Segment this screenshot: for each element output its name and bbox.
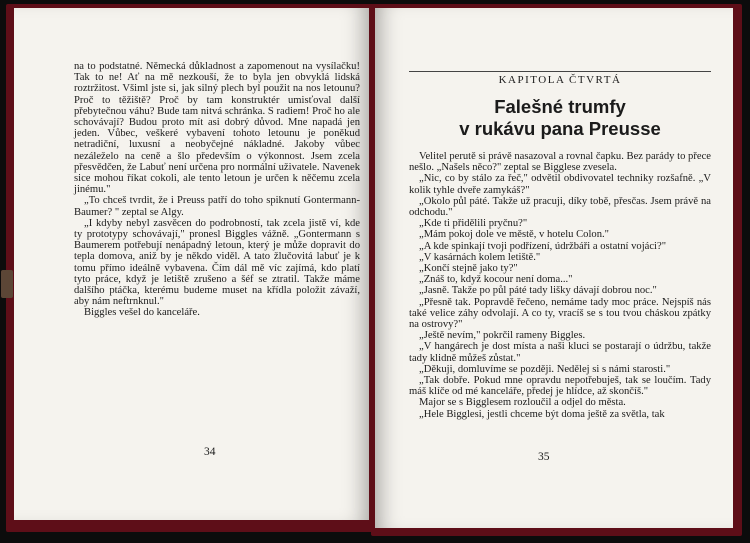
left-paragraph: na to podstatné. Německá důkladnost a zapomenout na vysílačku! Tak to ne! Ať na mě nezkouší, že to byla jen obvyklá lidská roztržitost. Všiml jste si, jak silný plech byl použit na nos letounu? Proč to těžiště? Proč by tam konstruktér umisťoval další přebytečnou váhu? Bude tam nitvá schránka. S radiem! Proč ho ale schovávají? Budou proto mít asi dobrý důvod. Mne napadá jen jeden. Vůbec, veškeré vybavení tohoto letounu je poněkud netradiční, luxusní a neobyčejné nákladné. Jakoby vůbec nezáleželo na ceně a šlo především o výkonnost. Jsem zcela přesvědčen, že Labuť není určena pro normální uživatele. Navenek sice mohou říkat cokoli, ale tento letoun je určen k něčemu zcela jinému." (74, 61, 360, 196)
right-page-text (409, 151, 711, 420)
right-paragraph: Major se s Bigglesem rozloučil a odjel do města. (419, 397, 626, 409)
page-number-left: 34 (204, 446, 216, 458)
left-page (14, 8, 369, 520)
right-paragraph: „Jasně. Takže po půl páté tady lišky dávají dobrou noc." (419, 285, 657, 297)
right-paragraph: „Mám pokoj dole ve městě, v hotelu Colon." (419, 229, 609, 241)
right-paragraph: „Kde ti přidělili pryčnu?" (419, 218, 528, 230)
right-paragraph: „V kasárnách kolem letiště." (419, 251, 541, 263)
chapter-title-line-2: v rukávu pana Preusse (459, 118, 661, 139)
chapter-title-line-1: Falešné trumfy (494, 96, 626, 117)
left-paragraph: „To chceš tvrdit, že i Preuss patří do toho spiknutí Gontermann- Baumer? " zeptal se Algy. (74, 195, 360, 218)
right-paragraph: „Přesně tak. Popravdě řečeno, nemáme tady moc práce. Nejspíš nás také velice záhy odvolají. A co ty, vracíš se s tou tvou cháskou zpátky na ostrovy?" (409, 296, 711, 331)
left-page-text (74, 61, 360, 319)
chapter-rule (409, 71, 711, 72)
right-paragraph: „Děkuji, domluvíme se později. Nedělej si s námi starosti." (419, 363, 671, 375)
right-paragraph: Velitel perutě si právě nasazoval a rovnal čapku. Bez parády to přece nešlo. „Našels něco?" zeptal se Bigglese zvesela. (409, 151, 711, 174)
left-paragraph: „I kdyby nebyl zasvěcen do podrobností, tak zcela jistě ví, kde ty prototypy schovávají," pronesl Biggles vážně. „Gontermann s Baumerem potřebují nenápadný letoun, který je může dopravit do tepla domova, aniž by je někdo viděl. A tato žlučovitá labuť je k tomu přímo ideálně vybavena. Čím dál mě víc zajímá, kdo platí tyto práce, když je letiště zrušeno a šéf se ztratil. Takže máme dalšího ptáčka, kterému budeme muset na křídla položit závaží, aby nám neftrnknul." (74, 217, 360, 308)
right-paragraph: „Tak dobře. Pokud mne opravdu nepotřebuješ, tak se loučím. Tady máš klíče od mé kanceláře, předej je hlídce, až skončíš." (409, 375, 711, 398)
right-paragraph: „V hangárech je dost místa a naši kluci se postarají o údržbu, takže tady klidně můžeš zůstat." (409, 341, 711, 364)
page-number-right: 35 (538, 451, 550, 463)
right-paragraph: „A kde spinkají tvoji podřízení, údržbáři a ostatní vojáci?" (419, 240, 667, 252)
page-edge-mark (1, 270, 13, 298)
right-paragraph: „Okolo půl páté. Takže už pracuji, díky tobě, přesčas. Jsem právě na odchodu." (409, 195, 711, 219)
left-paragraph: Biggles vešel do kanceláře. (84, 307, 200, 319)
right-paragraph: „Hele Bigglesi, jestli chceme být doma ještě za světla, tak (419, 408, 665, 420)
right-paragraph: „Znáš to, když kocour není doma..." (419, 274, 573, 286)
right-page (375, 8, 733, 528)
chapter-title (409, 96, 711, 140)
chapter-label: KAPITOLA ČTVRTÁ (498, 74, 622, 86)
right-paragraph: „Končí stejně jako ty?" (419, 263, 518, 275)
right-paragraph: „Nic, co by stálo za řeč," odvětil obdivovatel techniky rozšafně. „V kolik tyhle dveře zamykáš?" (409, 173, 711, 196)
right-paragraph: „Ještě nevím," pokrčil rameny Biggles. (419, 330, 586, 342)
